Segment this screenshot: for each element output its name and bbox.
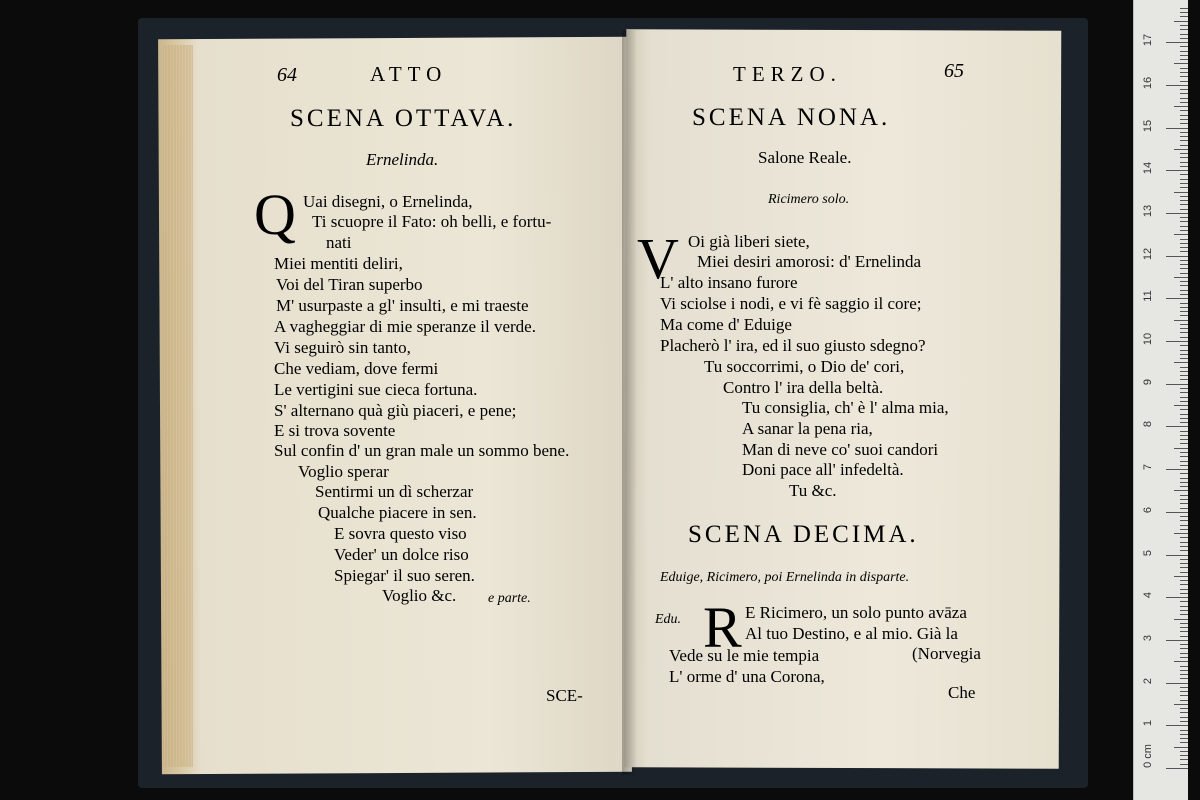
ruler-tick bbox=[1180, 264, 1188, 265]
ruler-tick bbox=[1180, 388, 1188, 389]
ruler-tick bbox=[1180, 559, 1188, 560]
ruler-tick bbox=[1180, 221, 1188, 222]
ruler-tick bbox=[1180, 520, 1188, 521]
ruler-tick bbox=[1174, 149, 1188, 150]
ruler-tick bbox=[1180, 563, 1188, 564]
ruler-tick bbox=[1180, 51, 1188, 52]
ruler-tick bbox=[1180, 68, 1188, 69]
ruler-tick bbox=[1174, 448, 1188, 449]
aria-line: Sentirmi un dì scherzar bbox=[315, 482, 474, 501]
ruler-label: 16 bbox=[1142, 76, 1154, 89]
ruler-tick bbox=[1180, 119, 1188, 120]
ruler-tick bbox=[1166, 555, 1188, 556]
scene-nine-character: Ricimero solo. bbox=[768, 192, 850, 207]
ruler-tick bbox=[1180, 461, 1188, 462]
ruler-tick bbox=[1174, 576, 1188, 577]
ruler-tick bbox=[1180, 367, 1188, 368]
ruler-label: 6 bbox=[1142, 506, 1154, 513]
ruler-tick bbox=[1174, 747, 1188, 748]
ruler-tick bbox=[1180, 303, 1188, 304]
ruler-tick bbox=[1180, 29, 1188, 30]
ruler-tick bbox=[1180, 332, 1188, 333]
ruler-tick bbox=[1180, 281, 1188, 282]
verse-line: Le vertigini sue cieca fortuna. bbox=[274, 380, 478, 399]
ruler-tick bbox=[1166, 341, 1188, 342]
drop-cap-q: Q bbox=[254, 182, 296, 247]
ruler-tick bbox=[1174, 320, 1188, 321]
left-running-head: ATTO bbox=[370, 62, 448, 86]
ruler-tick bbox=[1180, 115, 1188, 116]
ruler-tick bbox=[1180, 691, 1188, 692]
ruler-tick bbox=[1180, 315, 1188, 316]
right-catchword: Che bbox=[948, 683, 976, 702]
aria-line: Voglio sperar bbox=[298, 462, 389, 481]
ruler-tick bbox=[1166, 213, 1188, 214]
ruler-label: 15 bbox=[1142, 119, 1154, 132]
verse-line: Sul confin d' un gran male un sommo bene. bbox=[274, 441, 570, 460]
ruler-tick bbox=[1180, 38, 1188, 39]
ruler-tick bbox=[1180, 631, 1188, 632]
right-page-number: 65 bbox=[944, 60, 964, 82]
ruler-tick bbox=[1166, 683, 1188, 684]
ruler-tick bbox=[1180, 371, 1188, 372]
measurement-ruler bbox=[1133, 0, 1188, 800]
ruler-tick bbox=[1180, 546, 1188, 547]
ruler-tick bbox=[1180, 648, 1188, 649]
ruler-tick bbox=[1180, 542, 1188, 543]
ruler-tick bbox=[1166, 85, 1188, 86]
ruler-tick bbox=[1180, 516, 1188, 517]
ruler-tick bbox=[1180, 452, 1188, 453]
ruler-tick bbox=[1166, 469, 1188, 470]
ruler-tick bbox=[1180, 76, 1188, 77]
ruler-tick bbox=[1166, 597, 1188, 598]
ruler-label: 17 bbox=[1142, 33, 1154, 47]
verse-line: Ti scuopre il Fato: oh belli, e fortu- bbox=[312, 212, 552, 231]
ruler-tick bbox=[1180, 614, 1188, 615]
ruler-tick bbox=[1180, 486, 1188, 487]
book-gutter bbox=[622, 30, 636, 775]
ruler-tick bbox=[1180, 123, 1188, 124]
ruler-tick bbox=[1180, 136, 1188, 137]
speaker-label: Edu. bbox=[655, 612, 682, 627]
ruler-tick bbox=[1180, 700, 1188, 701]
ruler-tick bbox=[1180, 290, 1188, 291]
ruler-tick bbox=[1180, 345, 1188, 346]
verse-line: nati bbox=[326, 233, 352, 252]
ruler-tick bbox=[1180, 401, 1188, 402]
ruler-tick bbox=[1180, 55, 1188, 56]
ruler-tick bbox=[1180, 653, 1188, 654]
ruler-tick bbox=[1174, 362, 1188, 363]
verse-line: Voi del Tiran superbo bbox=[276, 275, 423, 294]
ruler-tick bbox=[1180, 174, 1188, 175]
ruler-tick bbox=[1166, 768, 1188, 769]
ruler-label: 4 bbox=[1142, 592, 1154, 599]
ruler-tick bbox=[1180, 162, 1188, 163]
verse-line: A vagheggiar di mie speranze il verde. bbox=[274, 317, 536, 336]
ruler-tick bbox=[1166, 256, 1188, 257]
verse-line: Al tuo Destino, e al mio. Già la bbox=[745, 624, 958, 643]
verse-line: S' alternano quà giù piaceri, e pene; bbox=[274, 401, 517, 420]
ruler-tick bbox=[1180, 397, 1188, 398]
ruler-tick bbox=[1180, 712, 1188, 713]
drop-cap-r: R bbox=[703, 595, 742, 660]
ruler-tick bbox=[1180, 183, 1188, 184]
verse-line: Vede su le mie tempia bbox=[669, 646, 820, 665]
aria-line: Spiegar' il suo seren. bbox=[334, 566, 475, 585]
right-running-head: TERZO. bbox=[733, 62, 842, 86]
ruler-tick bbox=[1180, 482, 1188, 483]
ruler-tick bbox=[1180, 623, 1188, 624]
ruler-label: 2 bbox=[1142, 677, 1154, 684]
ruler-label: 8 bbox=[1142, 421, 1154, 428]
ruler-tick bbox=[1180, 606, 1188, 607]
ruler-tick bbox=[1180, 153, 1188, 154]
ruler-tick bbox=[1180, 657, 1188, 658]
ruler-tick bbox=[1174, 63, 1188, 64]
ruler-tick bbox=[1180, 217, 1188, 218]
aria-line: Man di neve co' suoi candori bbox=[742, 440, 939, 459]
ruler-tick bbox=[1180, 759, 1188, 760]
ruler-tick bbox=[1180, 593, 1188, 594]
ruler-label: 11 bbox=[1142, 290, 1154, 303]
ruler-tick bbox=[1180, 721, 1188, 722]
ruler-tick bbox=[1180, 179, 1188, 180]
ruler-tick bbox=[1180, 627, 1188, 628]
left-catchword: SCE- bbox=[546, 686, 583, 705]
ruler-tick bbox=[1180, 414, 1188, 415]
ruler-tick bbox=[1180, 567, 1188, 568]
ruler-tick bbox=[1180, 328, 1188, 329]
verse-line: Miei desiri amorosi: d' Ernelinda bbox=[697, 252, 922, 271]
ruler-tick bbox=[1180, 589, 1188, 590]
scene-ten-characters: Eduige, Ricimero, poi Ernelinda in disparte. bbox=[660, 570, 910, 585]
ruler-tick bbox=[1166, 298, 1188, 299]
ruler-tick bbox=[1180, 358, 1188, 359]
verse-line: Ma come d' Eduige bbox=[660, 315, 792, 334]
ruler-tick bbox=[1180, 409, 1188, 410]
ruler-label: 5 bbox=[1142, 549, 1154, 556]
ruler-tick bbox=[1174, 277, 1188, 278]
ruler-label: 9 bbox=[1142, 378, 1154, 385]
ruler-tick bbox=[1180, 431, 1188, 432]
ruler-label: 12 bbox=[1142, 247, 1154, 260]
verse-line: Vi sciolse i nodi, e vi fè saggio il core; bbox=[660, 294, 922, 313]
ruler-tick bbox=[1180, 200, 1188, 201]
exit-note: e parte. bbox=[488, 591, 531, 606]
ruler-tick bbox=[1174, 21, 1188, 22]
ruler-tick bbox=[1180, 670, 1188, 671]
ruler-tick bbox=[1180, 537, 1188, 538]
ruler-tick bbox=[1174, 619, 1188, 620]
ruler-tick bbox=[1180, 72, 1188, 73]
ruler-tick bbox=[1180, 418, 1188, 419]
ruler-tick bbox=[1180, 572, 1188, 573]
ruler-tick bbox=[1180, 379, 1188, 380]
ruler-tick bbox=[1180, 439, 1188, 440]
ruler-label: 13 bbox=[1142, 204, 1154, 218]
ruler-tick bbox=[1180, 209, 1188, 210]
ruler-tick bbox=[1180, 337, 1188, 338]
verse-line: L' orme d' una Corona, bbox=[669, 667, 825, 686]
ruler-tick bbox=[1180, 443, 1188, 444]
ruler-tick bbox=[1180, 375, 1188, 376]
ruler-tick bbox=[1180, 354, 1188, 355]
scene-eight-title: SCENA OTTAVA. bbox=[290, 105, 517, 132]
aria-line: Qualche piacere in sen. bbox=[318, 503, 477, 522]
aria-line: Contro l' ira della beltà. bbox=[723, 378, 884, 397]
ruler-tick bbox=[1174, 405, 1188, 406]
ruler-tick bbox=[1180, 226, 1188, 227]
ruler-tick bbox=[1180, 465, 1188, 466]
ruler-tick bbox=[1180, 247, 1188, 248]
ruler-tick bbox=[1180, 422, 1188, 423]
verse-line: Vi seguirò sin tanto, bbox=[274, 338, 411, 357]
verse-line: (Norvegia bbox=[912, 644, 981, 663]
ruler-tick bbox=[1180, 550, 1188, 551]
ruler-tick bbox=[1180, 46, 1188, 47]
aria-line: Veder' un dolce riso bbox=[334, 545, 469, 564]
ruler-tick bbox=[1180, 478, 1188, 479]
ruler-tick bbox=[1180, 12, 1188, 13]
ruler-label: 14 bbox=[1142, 162, 1154, 175]
ruler-tick bbox=[1180, 495, 1188, 496]
ruler-tick bbox=[1166, 42, 1188, 43]
ruler-tick bbox=[1180, 508, 1188, 509]
ruler-tick bbox=[1180, 268, 1188, 269]
ruler-tick bbox=[1166, 512, 1188, 513]
ruler-tick bbox=[1180, 678, 1188, 679]
ruler-tick bbox=[1180, 666, 1188, 667]
ruler-tick bbox=[1180, 230, 1188, 231]
ruler-tick bbox=[1180, 311, 1188, 312]
ruler-tick bbox=[1180, 243, 1188, 244]
ruler-tick bbox=[1180, 695, 1188, 696]
ruler-tick bbox=[1180, 350, 1188, 351]
aria-line: A sanar la pena ria, bbox=[742, 419, 873, 438]
page-edges bbox=[163, 45, 193, 767]
ruler-tick bbox=[1180, 59, 1188, 60]
ruler-tick bbox=[1180, 204, 1188, 205]
ruler-tick bbox=[1180, 187, 1188, 188]
ruler-tick bbox=[1180, 239, 1188, 240]
ruler-tick bbox=[1180, 251, 1188, 252]
ruler-label: 3 bbox=[1142, 634, 1154, 641]
ruler-tick bbox=[1180, 644, 1188, 645]
ruler-tick bbox=[1166, 725, 1188, 726]
scene-eight-character: Ernelinda. bbox=[366, 150, 439, 169]
ruler-tick bbox=[1180, 456, 1188, 457]
ruler-tick bbox=[1180, 708, 1188, 709]
ruler-tick bbox=[1166, 384, 1188, 385]
ruler-tick bbox=[1180, 307, 1188, 308]
ruler-tick bbox=[1180, 435, 1188, 436]
verse-line: L' alto insano furore bbox=[660, 273, 798, 292]
ruler-tick bbox=[1180, 742, 1188, 743]
ruler-tick bbox=[1174, 490, 1188, 491]
ruler-tick bbox=[1180, 734, 1188, 735]
ruler-tick bbox=[1180, 93, 1188, 94]
aria-line: Tu consiglia, ch' è l' alma mia, bbox=[742, 398, 949, 417]
ruler-tick bbox=[1180, 717, 1188, 718]
verse-line: E Ricimero, un solo punto avāza bbox=[745, 603, 967, 622]
verse-line: Miei mentiti deliri, bbox=[274, 254, 403, 273]
ruler-tick bbox=[1174, 106, 1188, 107]
ruler-tick bbox=[1180, 499, 1188, 500]
ruler-tick bbox=[1180, 324, 1188, 325]
ruler-tick bbox=[1180, 529, 1188, 530]
ruler-tick bbox=[1174, 234, 1188, 235]
ruler-tick bbox=[1180, 81, 1188, 82]
ruler-tick bbox=[1180, 525, 1188, 526]
ruler-tick bbox=[1180, 260, 1188, 261]
ruler-tick bbox=[1180, 503, 1188, 504]
ruler-tick bbox=[1180, 98, 1188, 99]
aria-line: Tu &c. bbox=[789, 481, 837, 500]
verse-line: Che vediam, dove fermi bbox=[274, 359, 439, 378]
ruler-tick bbox=[1180, 110, 1188, 111]
ruler-tick bbox=[1180, 132, 1188, 133]
ruler-tick bbox=[1180, 764, 1188, 765]
ruler-tick bbox=[1180, 285, 1188, 286]
ruler-tick bbox=[1180, 102, 1188, 103]
ruler-tick bbox=[1180, 730, 1188, 731]
drop-cap-v: V bbox=[637, 226, 679, 291]
ruler-tick bbox=[1174, 192, 1188, 193]
ruler-tick bbox=[1174, 533, 1188, 534]
ruler-tick bbox=[1180, 145, 1188, 146]
ruler-tick bbox=[1174, 704, 1188, 705]
aria-line: Doni pace all' infedeltà. bbox=[742, 460, 904, 479]
ruler-tick bbox=[1180, 166, 1188, 167]
verse-line: M' usurpaste a gl' insulti, e mi traeste bbox=[276, 296, 529, 315]
ruler-tick bbox=[1180, 273, 1188, 274]
ruler-tick bbox=[1180, 584, 1188, 585]
verse-line: Placherò l' ira, ed il suo giusto sdegno? bbox=[660, 336, 926, 355]
ruler-tick bbox=[1174, 661, 1188, 662]
ruler-tick bbox=[1166, 128, 1188, 129]
ruler-tick bbox=[1180, 16, 1188, 17]
verse-line: Uai disegni, o Ernelinda, bbox=[303, 192, 473, 211]
scene-nine-title: SCENA NONA. bbox=[692, 104, 891, 131]
ruler-tick bbox=[1180, 755, 1188, 756]
scene-ten-title: SCENA DECIMA. bbox=[688, 521, 919, 548]
ruler-tick bbox=[1180, 473, 1188, 474]
ruler-tick bbox=[1180, 610, 1188, 611]
scene-nine-setting: Salone Reale. bbox=[758, 148, 852, 167]
verse-line: Oi già liberi siete, bbox=[688, 232, 810, 251]
ruler-tick bbox=[1180, 294, 1188, 295]
ruler-label: 0 cm bbox=[1142, 744, 1154, 768]
ruler-tick bbox=[1180, 601, 1188, 602]
ruler-tick bbox=[1180, 392, 1188, 393]
ruler-tick bbox=[1180, 674, 1188, 675]
ruler-tick bbox=[1180, 140, 1188, 141]
verse-line: E si trova sovente bbox=[274, 421, 396, 440]
ruler-tick bbox=[1180, 89, 1188, 90]
aria-line: Tu soccorrimi, o Dio de' cori, bbox=[704, 357, 905, 376]
ruler-tick bbox=[1180, 636, 1188, 637]
ruler-tick bbox=[1180, 687, 1188, 688]
ruler-tick bbox=[1180, 196, 1188, 197]
ruler-tick bbox=[1180, 738, 1188, 739]
ruler-tick bbox=[1166, 170, 1188, 171]
ruler-tick bbox=[1180, 751, 1188, 752]
ruler-label: 1 bbox=[1142, 720, 1154, 727]
aria-line: E sovra questo viso bbox=[334, 524, 467, 543]
aria-line: Voglio &c. bbox=[382, 586, 457, 605]
ruler-tick bbox=[1166, 426, 1188, 427]
left-page-number: 64 bbox=[277, 64, 297, 86]
ruler-tick bbox=[1180, 25, 1188, 26]
ruler-tick bbox=[1166, 640, 1188, 641]
ruler-label: 10 bbox=[1142, 332, 1154, 346]
ruler-tick bbox=[1180, 157, 1188, 158]
ruler-tick bbox=[1180, 34, 1188, 35]
ruler-label: 7 bbox=[1142, 464, 1154, 471]
ruler-tick bbox=[1180, 8, 1188, 9]
ruler-tick bbox=[1180, 580, 1188, 581]
